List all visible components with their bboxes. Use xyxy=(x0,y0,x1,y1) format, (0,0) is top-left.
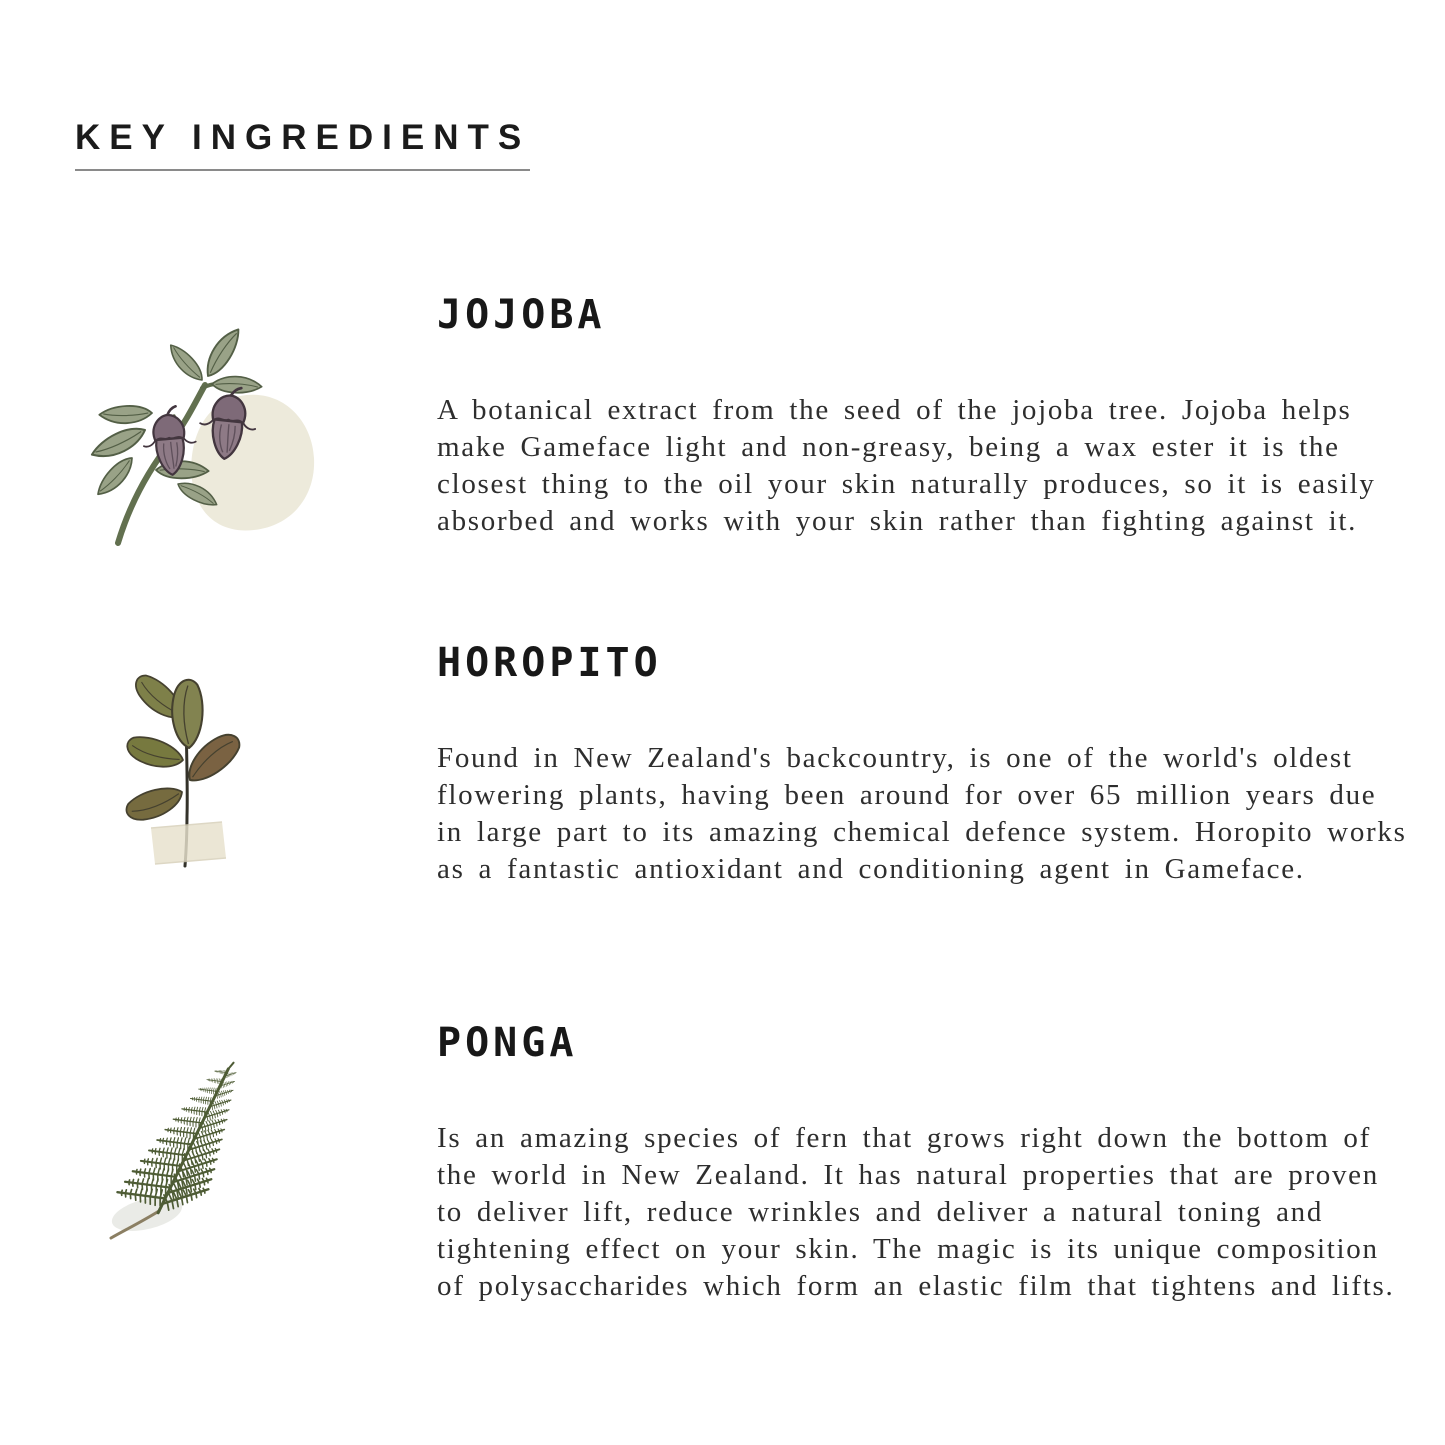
ingredient-name-ponga: PONGA xyxy=(437,1020,578,1066)
ingredient-name-horopito: HOROPITO xyxy=(437,640,662,686)
horopito-illustration xyxy=(125,668,247,878)
ingredient-description-horopito: Found in New Zealand's backcountry, is one of the world's oldest flowering plants, having been around for over 65 million years due in large part to its amazing chemical defence system. Horopito works as a fantastic antioxidant and conditioning agent in Gameface. xyxy=(437,742,1407,885)
horopito-sprig-icon xyxy=(125,668,247,878)
ingredient-name-jojoba: JOJOBA xyxy=(437,292,606,338)
page-title: KEY INGREDIENTS xyxy=(75,118,530,171)
jojoba-branch-icon xyxy=(90,318,320,550)
ponga-fern-icon xyxy=(103,1026,268,1248)
ponga-illustration xyxy=(103,1026,268,1248)
ingredient-description-jojoba: A botanical extract from the seed of the jojoba tree. Jojoba helps make Gameface light and non-greasy, being a wax ester it is the closest thing to the oil your skin naturally produces, so it is easily absorbed and works with your skin rather than fighting against it. xyxy=(437,394,1376,537)
jojoba-illustration xyxy=(90,318,320,550)
ingredient-description-ponga: Is an amazing species of fern that grows right down the bottom of the world in New Zealand. It has natural properties that are proven to deliver lift, reduce wrinkles and deliver a natural toning and tightening effect on your skin. The magic is its unique composition of polysaccharides which form an elastic film that tightens and lifts. xyxy=(437,1122,1395,1302)
